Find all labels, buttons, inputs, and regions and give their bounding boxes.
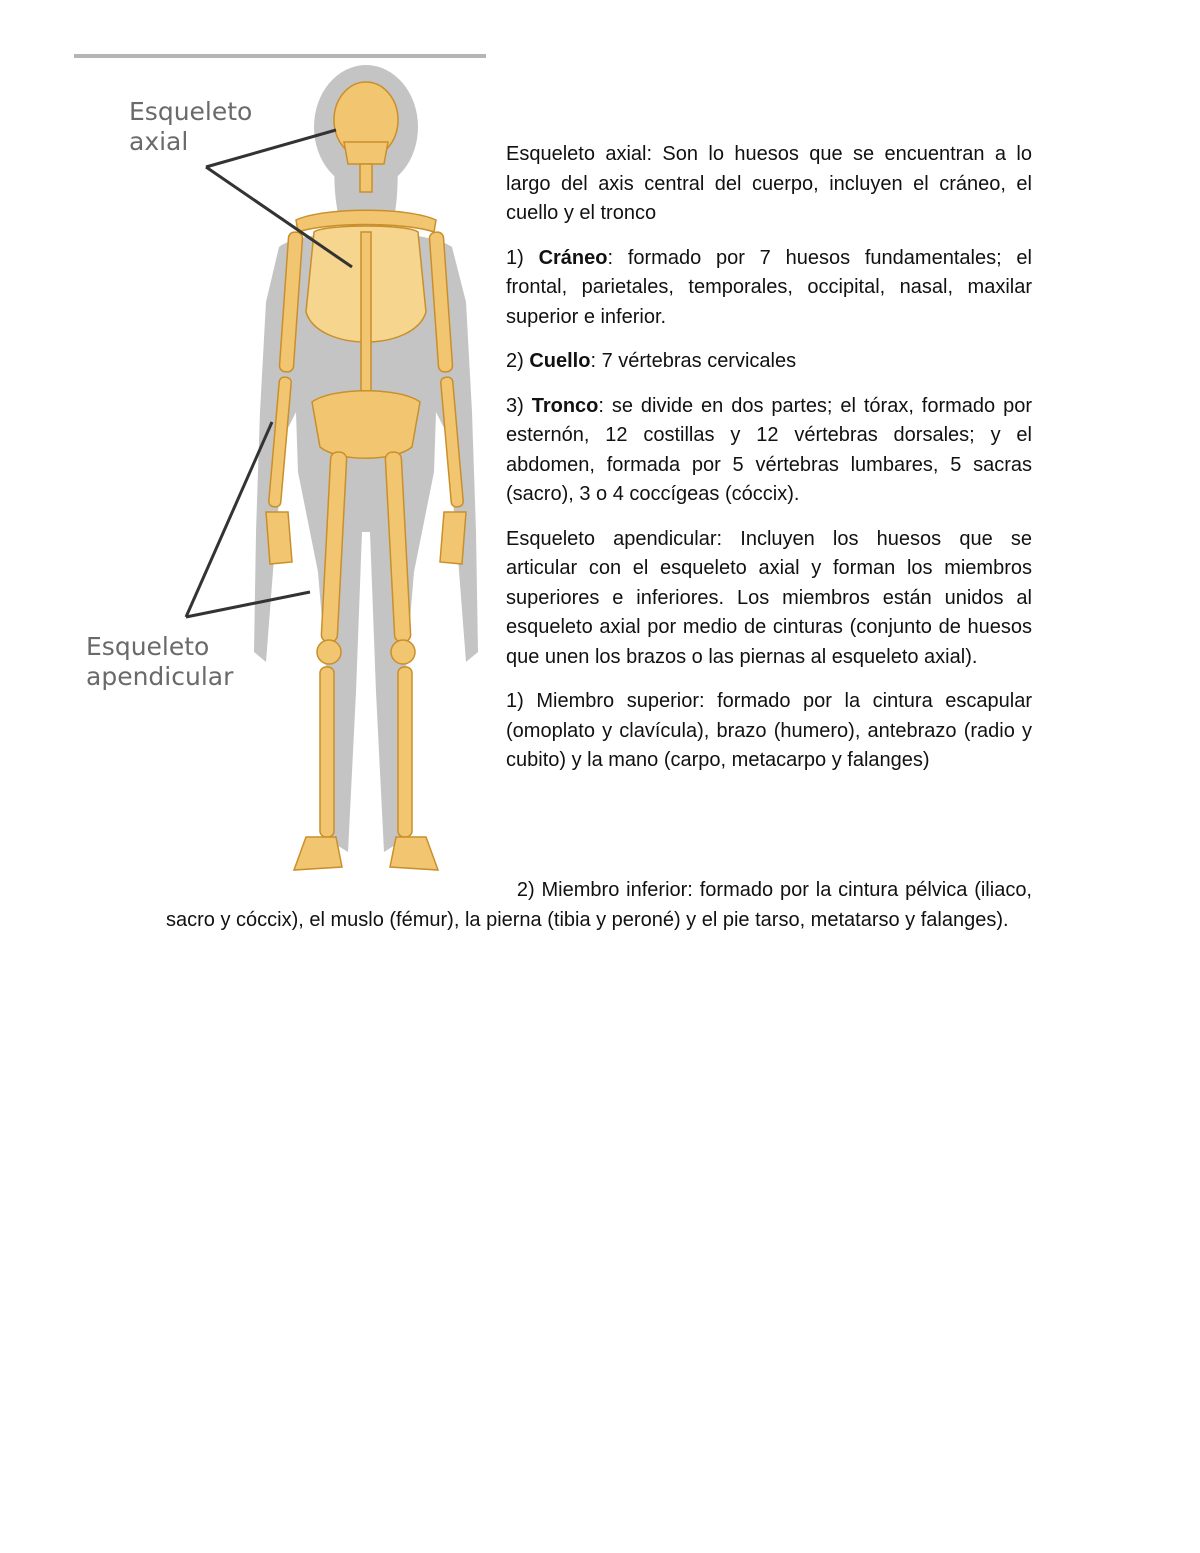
hand-left (440, 512, 466, 564)
knee-right (317, 640, 341, 664)
knee-left (391, 640, 415, 664)
item-number: 1) (506, 246, 539, 269)
item-number: 2) (506, 350, 530, 372)
spine (361, 232, 371, 402)
paragraph-esqueleto-apendicular: Esqueleto apendicular: Incluyen los huesos que se articular con el esqueleto axial y forman los miembros superiores e inferiores. Los miembros están unidos al esqueleto axial por medio de cinturas (conjunto de huesos que unen los brazos o las piernas al esqueleto axial). (506, 527, 1032, 668)
body-text (506, 140, 1032, 791)
term-craneo: Cráneo (538, 246, 608, 269)
foot-left (390, 837, 438, 870)
skeleton-illustration (74, 52, 488, 900)
pelvis (312, 391, 420, 459)
paragraph-tronco (506, 392, 1032, 510)
label-esqueleto-axial: Esqueleto axial (129, 97, 253, 156)
paragraph-craneo (506, 244, 1032, 333)
foot-right (294, 837, 342, 870)
label-esqueleto-apendicular: Esqueleto apendicular (86, 632, 234, 691)
jaw (344, 142, 388, 164)
pointer-apendicular-leg (186, 592, 310, 617)
tibia-right (320, 667, 334, 837)
tronco-description: : se divide en dos partes; el tórax, formado por esternón, 12 costillas y 12 vértebras dorsales; y el abdomen, formada por 5 vértebras lumbares, 5 sacras (sacro), 3 o 4 coccígeas (cóccix). (506, 394, 1032, 505)
cuello-description: : 7 vértebras cervicales (590, 350, 797, 372)
term-cuello: Cuello (529, 350, 591, 372)
hand-right (266, 512, 292, 564)
top-rule (74, 54, 486, 58)
miembro-inferior-text: 2) Miembro inferior: formado por la cintura pélvica (iliaco, sacro y cóccix), el muslo (fémur), la pierna (tibia y peroné) y el pie tarso, metatarso y falanges). (166, 879, 1032, 931)
cervical-spine (360, 164, 372, 192)
paragraph-miembro-inferior (166, 876, 1032, 935)
craneo-description: : formado por 7 huesos fundamentales; el frontal, parietales, temporales, occipital, nasal, maxilar superior e inferior. (506, 246, 1032, 328)
skeleton-figure (74, 52, 488, 900)
paragraph-miembro-superior: 1) Miembro superior: formado por la cintura escapular (omoplato y clavícula), brazo (humero), antebrazo (radio y cubito) y la mano (carpo, metacarpo y falanges) (506, 690, 1032, 771)
paragraph-cuello (506, 347, 1032, 377)
tibia-left (398, 667, 412, 837)
item-number: 3) (506, 394, 532, 417)
term-tronco: Tronco (531, 394, 599, 417)
paragraph-esqueleto-axial: Esqueleto axial: Son lo huesos que se encuentran a lo largo del axis central del cuerpo, incluyen el cráneo, el cuello y el tronco (506, 143, 1032, 224)
